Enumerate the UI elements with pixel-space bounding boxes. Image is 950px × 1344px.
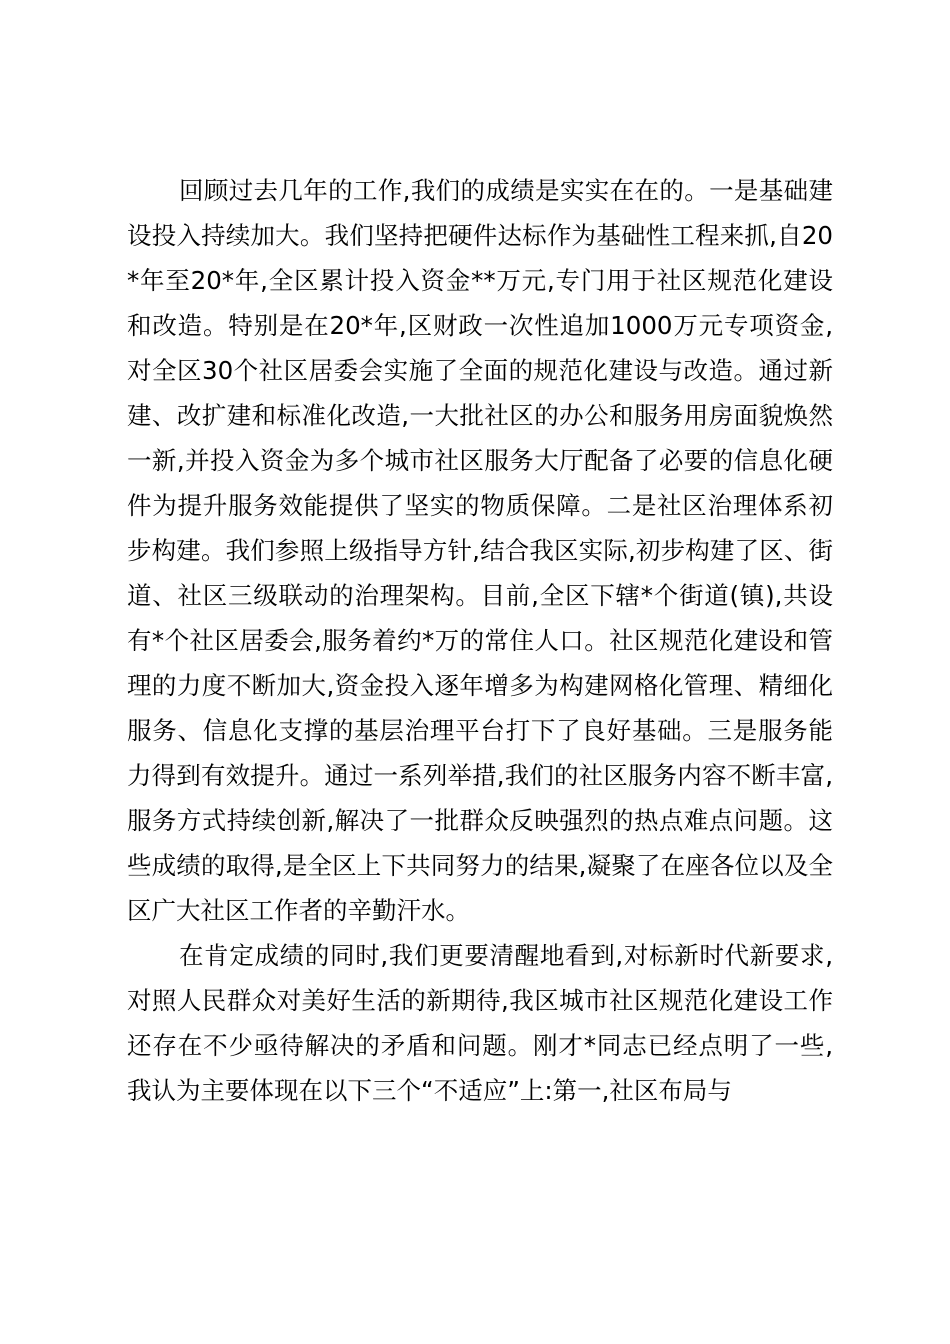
- paragraph-achievements: 回顾过去几年的工作,我们的成绩是实实在在的。一是基础建设投入持续加大。我们坚持把硬件达标作为基础性工程来抓,自20*年至20*年,全区累计投入资金**万元,专门用于社区规范化建设和改造。特别是在20*年,区财政一次性追加1000万元专项资金,对全区30个社区居委会实施了全面的规范化建设与改造。通过新建、改扩建和标准化改造,一大批社区的办公和服务用房面貌焕然一新,并投入资金为多个城市社区服务大厅配备了必要的信息化硬件为提升服务效能提供了坚实的物质保障。二是社区治理体系初步构建。我们参照上级指导方针,结合我区实际,初步构建了区、街道、社区三级联动的治理架构。目前,全区下辖*个街道(镇),共设有*个社区居委会,服务着约*万的常住人口。社区规范化建设和管理的力度不断加大,资金投入逐年增多为构建网格化管理、精细化服务、信息化支撑的基层治理平台打下了良好基础。三是服务能力得到有效提升。通过一系列举措,我们的社区服务内容不断丰富,服务方式持续创新,解决了一批群众反映强烈的热点难点问题。这些成绩的取得,是全区上下共同努力的结果,凝聚了在座各位以及全区广大社区工作者的辛勤汗水。: [127, 176, 833, 925]
- body-text: [127, 168, 833, 1113]
- paragraph-problems: 在肯定成绩的同时,我们更要清醒地看到,对标新时代新要求,对照人民群众对美好生活的新期待,我区城市社区规范化建设工作还存在不少亟待解决的矛盾和问题。刚才*同志已经点明了一些,我认为主要体现在以下三个“不适应”上:第一,社区布局与: [127, 941, 833, 1105]
